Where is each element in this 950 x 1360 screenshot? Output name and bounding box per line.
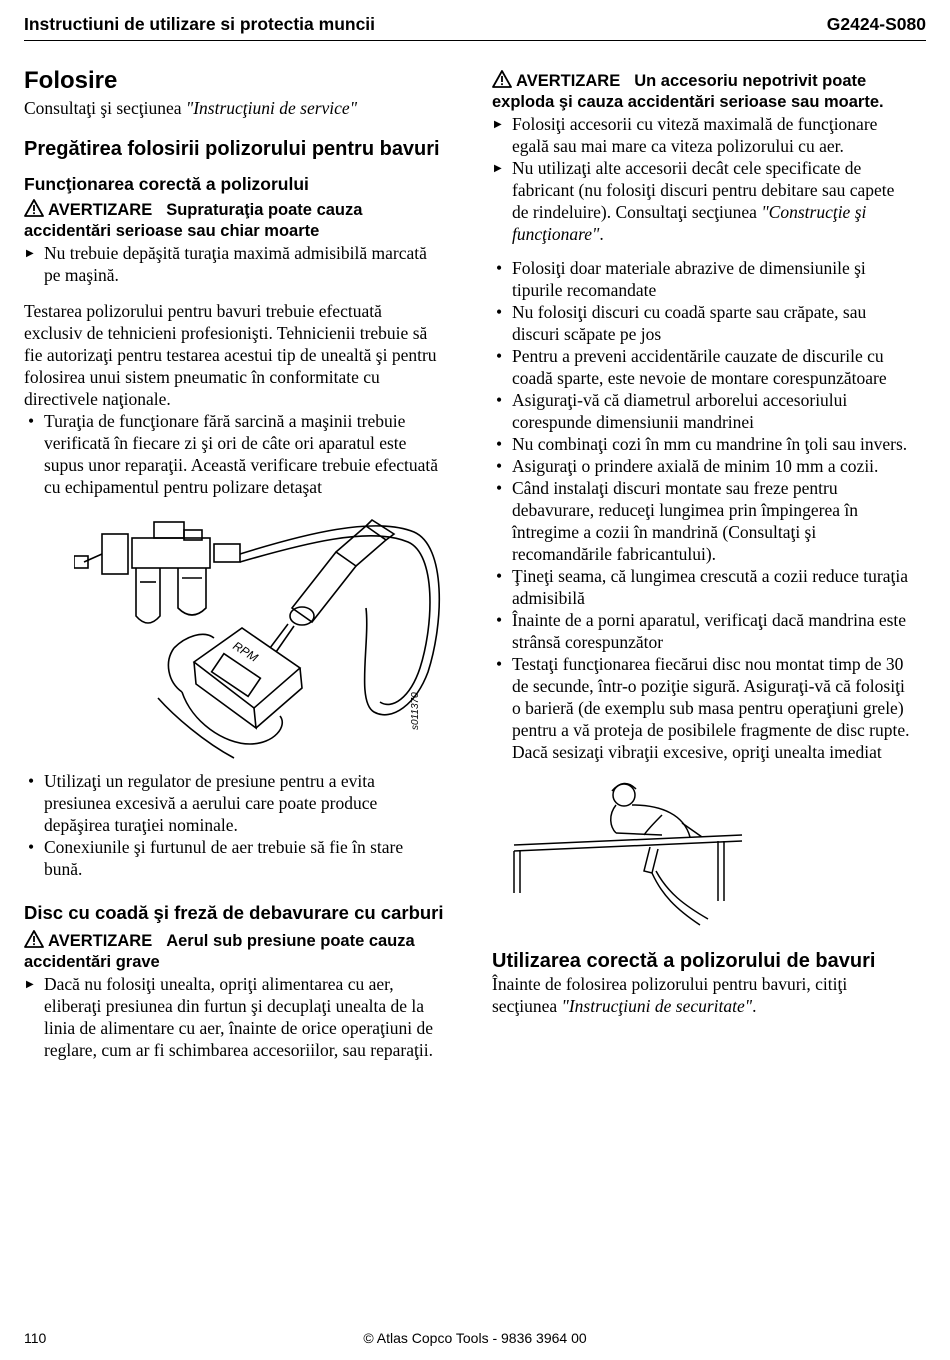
- testare-list: [24, 410, 444, 498]
- rpm-label: RPM: [230, 638, 261, 665]
- construction-reference: "Construcţie şi funcţionare": [512, 202, 867, 244]
- safety-reference: "Instrucţiuni de securitate": [561, 996, 753, 1016]
- list-item: ▶ Dacă nu folosiţi unealta, opriţi alimentarea cu aer, eliberaţi presiunea din furtun şi decuplaţi unealta de la linia de alimentare cu aer, înainte de orice operaţiuni de reglare, cum ar fi schimbarea accesoriilor, sau reparaţii.: [24, 973, 444, 1061]
- figure-id: s011370: [410, 692, 421, 730]
- list-item: ▶ Nu utilizaţi alte accesorii decât cele specificate de fabricant (nu folosiţi discuri pentru debitare sau capete de rindeluire). Consultaţi secţiunea "Construcţie şi funcţionare".: [492, 157, 912, 245]
- list-item: ▶ Folosiţi accesorii cu viteză maximală de funcţionare egală sau mai mare ca viteza polizorului cu aer.: [492, 113, 912, 157]
- list-item: • Când instalaţi discuri montate sau freze pentru debavurare, reduceţi lungimea prin împingerea în întregime a cozii în mandrină (Consultaţi şi recomandările fabricantului).: [492, 477, 912, 565]
- warning-accessory: [492, 70, 912, 113]
- testare-paragraph: Testarea polizorului pentru bavuri trebuie efectuată exclusiv de tehnicieni profesionişti. Tehnicienii trebuie să fie autorizaţi pentru testarea acestui tip de unealtă şi pentru folosirea unui sistem pneumatic în conformitate cu directivele naţionale.: [24, 301, 437, 409]
- list-item: ▶ Nu trebuie depăşită turaţia maximă admisibilă marcată pe maşină.: [24, 242, 444, 286]
- warning-overspeed-list: [24, 242, 444, 286]
- header-model: G2424-S080: [826, 14, 926, 34]
- accessory-rules-list: [492, 257, 912, 763]
- warning-label: AVERTIZARE: [48, 932, 153, 950]
- warning-overspeed: [24, 199, 444, 242]
- header-title: Instructiuni de utilizare si protectia muncii: [24, 14, 376, 34]
- heading-utilizare: Utilizarea corectă a polizorului de bavuri: [492, 950, 876, 972]
- list-item: • Testaţi funcţionarea fiecărui disc nou montat timp de 30 de secunde, într-o poziţie sigură. Asiguraţi-vă că folosiţi o barieră (de exemplu sub masa pentru operaţiuni grele) pentru a vă proteja de posibilele fragmente de disc rupte. Dacă sesizaţi vibraţii excesive, opriţi unealta imediat: [492, 653, 912, 763]
- heading-pregatire: Pregătirea folosirii polizorului pentru bavuri: [24, 138, 440, 160]
- warning-triangle-icon: [24, 930, 44, 948]
- warning-air-pressure: [24, 930, 444, 973]
- consult-paragraph: Consultaţi şi secţiunea "Instrucţiuni de service": [24, 98, 358, 118]
- list-item: • Ţineţi seama, că lungimea crescută a cozii reduce turaţia admisibilă: [492, 565, 912, 609]
- right-column: [492, 70, 912, 1017]
- warning-label: AVERTIZARE: [516, 72, 621, 90]
- list-item: • Pentru a preveni accidentările cauzate de discurile cu coadă sparte, este nevoie de montare corespunzătoare: [492, 345, 912, 389]
- warning-text: Aerul sub presiune poate cauza accidentări grave: [24, 932, 415, 971]
- warning-air-list: [24, 973, 444, 1061]
- figure-rpm-test: [24, 512, 444, 772]
- warning-label: AVERTIZARE: [48, 201, 153, 219]
- list-item: • Conexiunile şi furtunul de aer trebuie să fie în stare bună.: [24, 836, 444, 880]
- list-item: • Înainte de a porni aparatul, verificaţi dacă mandrina este strânsă corespunzător: [492, 609, 912, 653]
- list-item: • Nu folosiţi discuri cu coadă sparte sau crăpate, sau discuri scăpate pe jos: [492, 301, 912, 345]
- barrier-test-illustration: [512, 775, 752, 935]
- figure-barrier-test: [492, 775, 912, 945]
- list-item: • Asiguraţi-vă că diametrul arborelui accesoriului corespunde dimensiunii mandrinei: [492, 389, 912, 433]
- heading-functionare: Funcţionarea corectă a polizorului: [24, 174, 309, 194]
- list-item: • Nu combinaţi cozi în mm cu mandrine în ţoli sau invers.: [492, 433, 912, 455]
- inainte-paragraph: Înainte de folosirea polizorului pentru bavuri, citiţi secţiunea "Instrucţiuni de securitate".: [492, 974, 848, 1016]
- list-item: • Asiguraţi o prindere axială de minim 10 mm a cozii.: [492, 455, 912, 477]
- warning-text: Un accesoriu nepotrivit poate exploda şi cauza accidentări serioase sau moarte.: [492, 72, 884, 111]
- warning-triangle-icon: [24, 199, 44, 217]
- list-item: • Utilizaţi un regulator de presiune pentru a evita presiunea excesivă a aerului care poate produce depăşirea turaţiei nominale.: [24, 770, 444, 836]
- heading-folosire: Folosire: [24, 67, 118, 94]
- heading-disc: Disc cu coadă şi freză de debavurare cu carburi: [24, 902, 444, 923]
- copyright: © Atlas Copco Tools - 9836 3964 00: [363, 1330, 587, 1346]
- warning-accessory-list: [492, 113, 912, 245]
- warning-text: Supraturaţia poate cauza accidentări serioase sau chiar moarte: [24, 201, 363, 240]
- regulator-list: [24, 770, 444, 880]
- left-column: [24, 66, 444, 1061]
- warning-triangle-icon: [492, 70, 512, 88]
- list-item: • Turaţia de funcţionare fără sarcină a maşinii trebuie verificată în fiecare zi şi ori de câte ori aparatul este supus unor reparaţii. Această verificare trebuie efectuată cu echipamentul pentru polizare detaşat: [24, 410, 444, 498]
- consult-reference: "Instrucţiuni de service": [185, 98, 358, 118]
- list-item: • Folosiţi doar materiale abrazive de dimensiunile şi tipurile recomandate: [492, 257, 912, 301]
- page-number: 110: [24, 1330, 47, 1346]
- page-header: [24, 10, 926, 41]
